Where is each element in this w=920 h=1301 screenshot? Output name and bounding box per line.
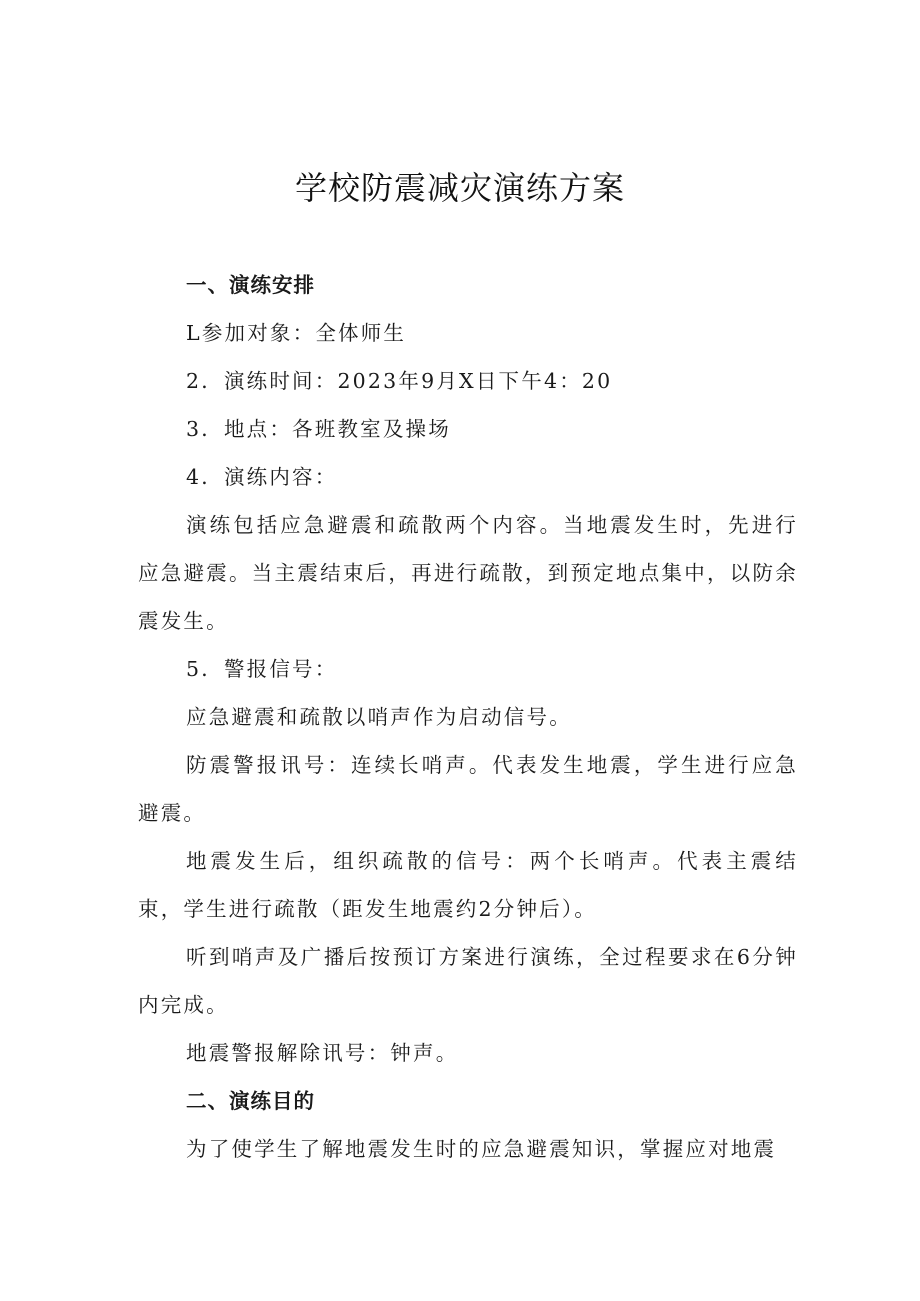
section-heading-arrangement: 一、演练安排 (186, 273, 315, 297)
paragraph-all-clear: 地震警报解除讯号：钟声。 (186, 1041, 459, 1065)
paragraph-purpose: 为了使学生了解地震发生时的应急避震知识，掌握应对地震 (186, 1137, 777, 1161)
paragraph-alarm-label: 5．警报信号： (186, 657, 338, 681)
paragraph-quake-warning: 防震警报讯号：连续长哨声。代表发生地震，学生进行应急避震。 (138, 753, 798, 825)
paragraph-participants: L参加对象：全体师生 (186, 321, 407, 345)
paragraph-evacuation-signal: 地震发生后，组织疏散的信号：两个长哨声。代表主震结束，学生进行疏散（距发生地震约2分钟后）。 (138, 849, 798, 921)
document-body (138, 261, 798, 1173)
document-title: 学校防震减灾演练方案 (294, 169, 625, 207)
paragraph-content: 演练包括应急避震和疏散两个内容。当地震发生时，先进行应急避震。当主震结束后，再进行疏散，到预定地点集中，以防余震发生。 (138, 513, 798, 633)
paragraph-location: 3．地点：各班教室及操场 (186, 417, 451, 441)
paragraph-alarm-signal: 应急避震和疏散以哨声作为启动信号。 (186, 705, 572, 729)
section-heading-purpose: 二、演练目的 (186, 1089, 315, 1113)
paragraph-drill-time: 2．演练时间：2023年9月X日下午4：20 (186, 369, 613, 393)
paragraph-content-label: 4．演练内容： (186, 465, 338, 489)
paragraph-completion-time: 听到哨声及广播后按预订方案进行演练，全过程要求在6分钟内完成。 (138, 945, 798, 1017)
